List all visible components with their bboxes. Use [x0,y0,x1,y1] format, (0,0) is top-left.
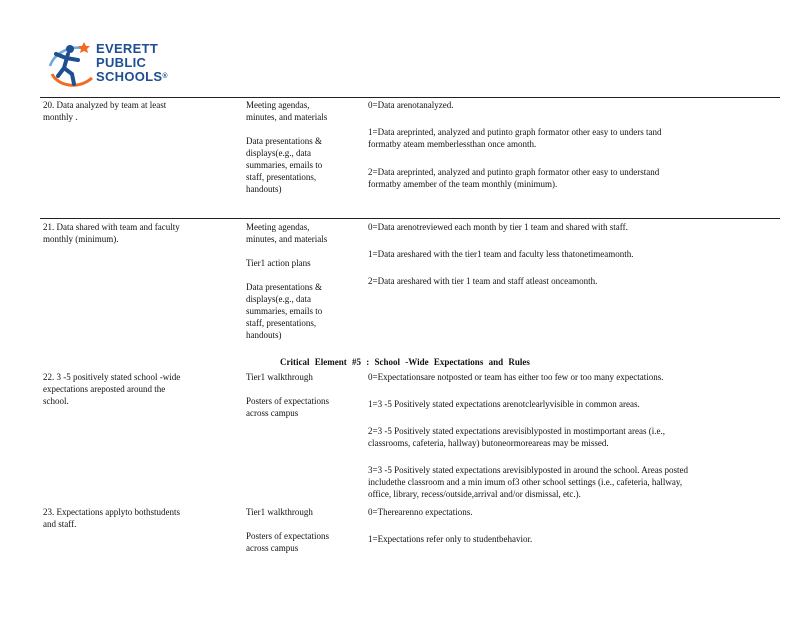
item-20-score-1: 1=Data areprinted, analyzed and putinto graph formator other easy to unders tand formatby ateam memberlessthan once amonth. [368,127,662,149]
item-20-description: 20. Data analyzed by team at least monthly . [43,100,167,122]
item-22-description: 22. 3 -5 positively stated school -wide expectations areposted around the school. [43,372,181,406]
critical-element-heading: Critical Element #5 : School -Wide Expectations and Rules [280,357,530,367]
item-23-score-1: 1=Expectations refer only to studentbehavior. [368,534,533,544]
item-20-score-2: 2=Data areprinted, analyzed and putinto graph formator other easy to understand formatby amember of the team monthly (minimum). [368,167,660,189]
registered-mark: ® [162,73,168,80]
item-22-evidence: Tier1 walkthrough Posters of expectations across campus [246,372,329,418]
item-20-score-0: 0=Data arenotanalyzed. [368,100,454,110]
runner-emblem-icon [48,40,96,92]
item-22-score-1: 1=3 -5 Positively stated expectations arenotclearlyvisible in common areas. [368,399,640,409]
item-20-evidence: Meeting agendas, minutes, and materials Data presentations & displays(e.g., data summaries, emails to staff, presentations, handouts) [246,100,328,194]
item-22-score-0: 0=Expectationsare notposted or team has either too few or too many expectations. [368,372,664,382]
logo-word-public: PUBLIC [96,55,147,70]
logo-word-schools [96,70,168,83]
item-21-description: 21. Data shared with team and faculty monthly (minimum). [43,222,180,244]
logo-word-everett: EVERETT [96,41,159,56]
item-22-score-3: 3=3 -5 Positively stated expectations arevisiblyposted in around the school. Areas posted includethe classroom and a min imum of3 other school settings (i.e., cafeteria, hallway, office, library, recess/outside,arrival and/or dismissal, etc.). [368,465,689,499]
everett-public-schools-logo [48,40,178,92]
item-23-evidence: Tier1 walkthrough Posters of expectations across campus [246,507,329,553]
item-21-score-2: 2=Data areshared with tier 1 team and staff atleast onceamonth. [368,276,598,286]
item-21-score-1: 1=Data areshared with the tier1 team and faculty less thatonetimeamonth. [368,249,634,259]
logo-word-schools-text: SCHOOLS [96,69,163,84]
item-21-evidence: Meeting agendas, minutes, and materials Tier1 action plans Data presentations & displays(e.g., data summaries, emails to staff, presentations, handouts) [246,222,328,340]
item-23-description: 23. Expectations applyto bothstudents and staff. [43,507,180,529]
row-divider-21 [40,218,780,219]
item-21-score-0: 0=Data arenotreviewed each month by tier 1 team and shared with staff. [368,222,628,232]
item-22-score-2: 2=3 -5 Positively stated expectations arevisiblyposted in mostimportant areas (i.e., classrooms, cafeteria, hallway) butoneormoreareas may be missed. [368,426,666,448]
row-divider-20 [40,97,780,98]
item-23-score-0: 0=Therearenno expectations. [368,507,473,517]
